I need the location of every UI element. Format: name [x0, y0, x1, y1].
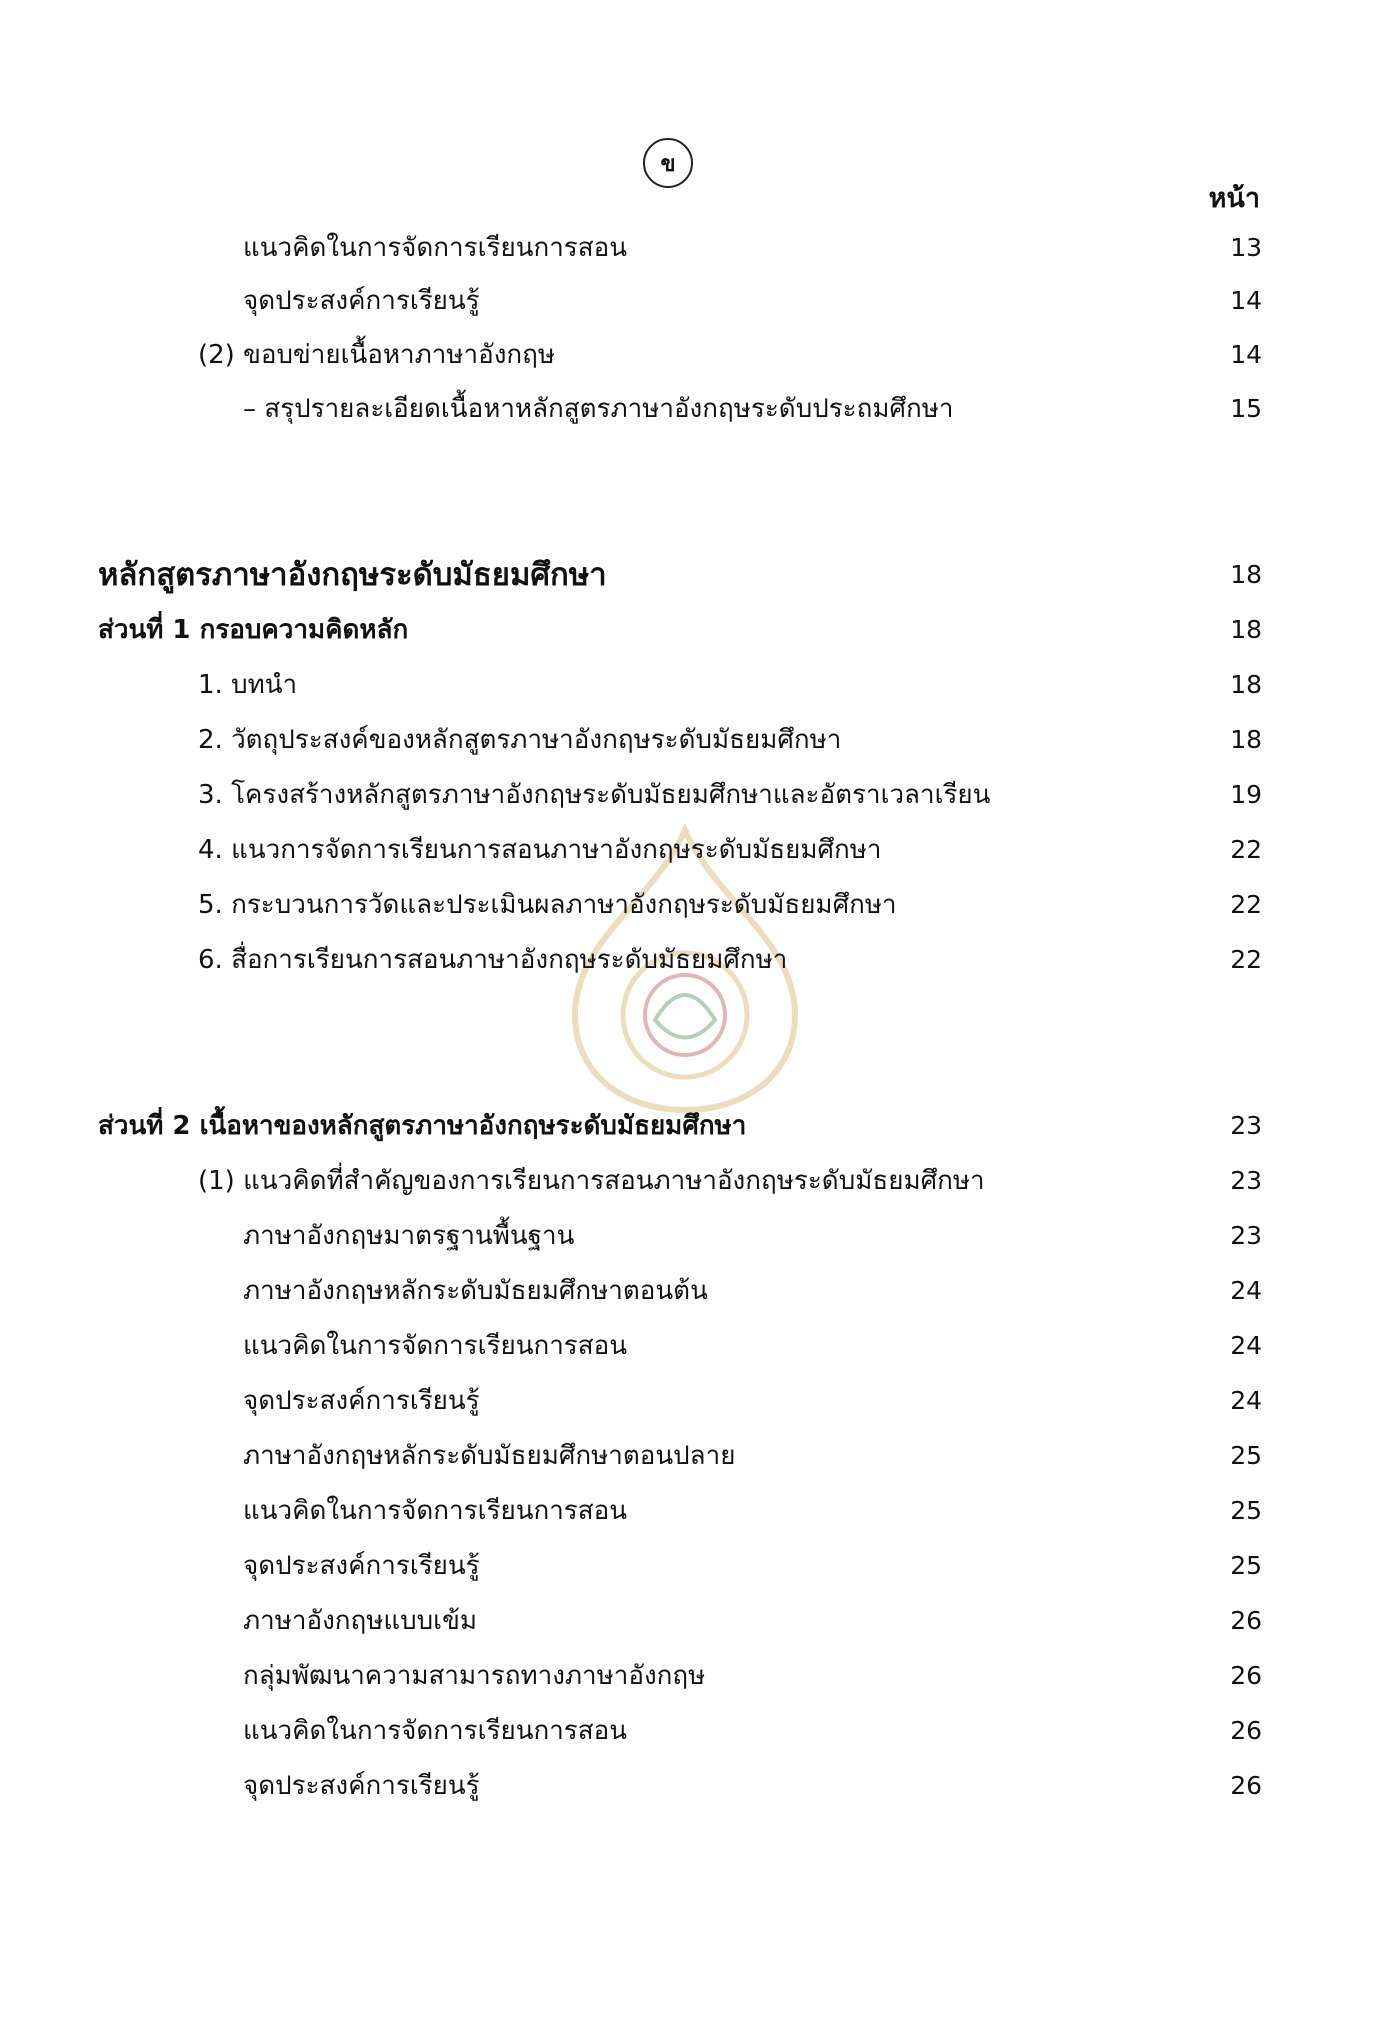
toc-entry-label: ภาษาอังกฤษหลักระดับมัธยมศึกษาตอนปลาย [243, 1441, 736, 1471]
toc-part-heading[interactable] [0, 1100, 1377, 1152]
page-number-circle: ข [643, 138, 693, 188]
toc-entry-page: 25 [1230, 1496, 1262, 1525]
toc-entry-label: จุดประสงค์การเรียนรู้ [243, 1386, 480, 1416]
toc-entry-label: – สรุปรายละเอียดเนื้อหาหลักสูตรภาษาอังกฤษระดับประถมศึกษา [243, 394, 954, 424]
toc-entry[interactable] [0, 1540, 1377, 1592]
toc-entry[interactable] [0, 1760, 1377, 1812]
toc-entry-page: 23 [1230, 1166, 1262, 1195]
toc-entry-label: ภาษาอังกฤษมาตรฐานพื้นฐาน [243, 1221, 575, 1251]
toc-entry[interactable] [0, 329, 1377, 381]
toc-entry-label: แนวคิดในการจัดการเรียนการสอน [243, 1496, 628, 1526]
toc-entry-page: 26 [1230, 1661, 1262, 1690]
toc-entry-label: ส่วนที่ 2 เนื้อหาของหลักสูตรภาษาอังกฤษระดับมัธยมศึกษา [98, 1111, 747, 1141]
toc-entry-page: 25 [1230, 1551, 1262, 1580]
toc-section-title[interactable] [0, 549, 1377, 601]
toc-entry-page: 26 [1230, 1606, 1262, 1635]
toc-entry[interactable] [0, 383, 1377, 435]
toc-entry-label: 2. วัตถุประสงค์ของหลักสูตรภาษาอังกฤษระดับมัธยมศึกษา [198, 725, 842, 755]
toc-entry-page: 14 [1230, 340, 1262, 369]
toc-entry-label: 5. กระบวนการวัดและประเมินผลภาษาอังกฤษระดับมัธยมศึกษา [198, 890, 897, 920]
toc-entry-page: 23 [1230, 1221, 1262, 1250]
toc-entry-page: 26 [1230, 1771, 1262, 1800]
toc-entry-page: 19 [1230, 780, 1262, 809]
toc-entry-label: จุดประสงค์การเรียนรู้ [243, 286, 480, 316]
toc-entry-label: กลุ่มพัฒนาความสามารถทางภาษาอังกฤษ [243, 1661, 706, 1691]
toc-entry-label: 3. โครงสร้างหลักสูตรภาษาอังกฤษระดับมัธยมศึกษาและอัตราเวลาเรียน [198, 780, 991, 810]
page-column-header: หน้า [1208, 183, 1260, 214]
toc-entry-label: (1) แนวคิดที่สำคัญของการเรียนการสอนภาษาอังกฤษระดับมัธยมศึกษา [198, 1166, 985, 1196]
toc-entry[interactable] [0, 714, 1377, 766]
toc-entry-page: 24 [1230, 1386, 1262, 1415]
toc-entry[interactable] [0, 1375, 1377, 1427]
toc-entry-page: 15 [1230, 394, 1262, 423]
toc-entry-page: 14 [1230, 286, 1262, 315]
toc-entry-label: 4. แนวการจัดการเรียนการสอนภาษาอังกฤษระดับมัธยมศึกษา [198, 835, 882, 865]
toc-entry-page: 22 [1230, 945, 1262, 974]
toc-entry[interactable] [0, 1705, 1377, 1757]
toc-entry[interactable] [0, 1430, 1377, 1482]
toc-entry-page: 22 [1230, 835, 1262, 864]
toc-entry-label: แนวคิดในการจัดการเรียนการสอน [243, 1331, 628, 1361]
toc-entry-label: ภาษาอังกฤษแบบเข้ม [243, 1606, 477, 1636]
toc-entry[interactable] [0, 1320, 1377, 1372]
toc-entry-label: 6. สื่อการเรียนการสอนภาษาอังกฤษระดับมัธยมศึกษา [198, 945, 788, 975]
toc-entry[interactable] [0, 222, 1377, 274]
toc-entry-label: หลักสูตรภาษาอังกฤษระดับมัธยมศึกษา [98, 557, 607, 593]
toc-entry-label: ส่วนที่ 1 กรอบความคิดหลัก [98, 615, 409, 645]
toc-entry-page: 13 [1230, 233, 1262, 262]
toc-entry-page: 25 [1230, 1441, 1262, 1470]
toc-entry-label: ภาษาอังกฤษหลักระดับมัธยมศึกษาตอนต้น [243, 1276, 708, 1306]
toc-entry-label: จุดประสงค์การเรียนรู้ [243, 1551, 480, 1581]
toc-entry-label: จุดประสงค์การเรียนรู้ [243, 1771, 480, 1801]
toc-entry[interactable] [0, 1485, 1377, 1537]
toc-entry-label: 1. บทนำ [198, 670, 298, 700]
toc-entry-label: แนวคิดในการจัดการเรียนการสอน [243, 1716, 628, 1746]
toc-entry-page: 24 [1230, 1331, 1262, 1360]
toc-entry[interactable] [0, 1265, 1377, 1317]
toc-entry-page: 18 [1230, 615, 1262, 644]
toc-entry[interactable] [0, 769, 1377, 821]
toc-entry-page: 18 [1230, 670, 1262, 699]
toc-entry-page: 26 [1230, 1716, 1262, 1745]
toc-entry-page: 23 [1230, 1111, 1262, 1140]
toc-entry[interactable] [0, 1650, 1377, 1702]
toc-entry[interactable] [0, 824, 1377, 876]
toc-entry[interactable] [0, 1595, 1377, 1647]
toc-entry[interactable] [0, 275, 1377, 327]
toc-entry[interactable] [0, 879, 1377, 931]
toc-entry-page: 18 [1230, 725, 1262, 754]
toc-entry[interactable] [0, 1155, 1377, 1207]
toc-entry[interactable] [0, 1210, 1377, 1262]
toc-entry-page: 22 [1230, 890, 1262, 919]
toc-entry[interactable] [0, 934, 1377, 986]
toc-entry-page: 18 [1230, 560, 1262, 589]
toc-part-heading[interactable] [0, 604, 1377, 656]
toc-entry-label: (2) ขอบข่ายเนื้อหาภาษาอังกฤษ [198, 340, 556, 370]
toc-entry[interactable] [0, 659, 1377, 711]
toc-entry-page: 24 [1230, 1276, 1262, 1305]
toc-entry-label: แนวคิดในการจัดการเรียนการสอน [243, 233, 628, 263]
